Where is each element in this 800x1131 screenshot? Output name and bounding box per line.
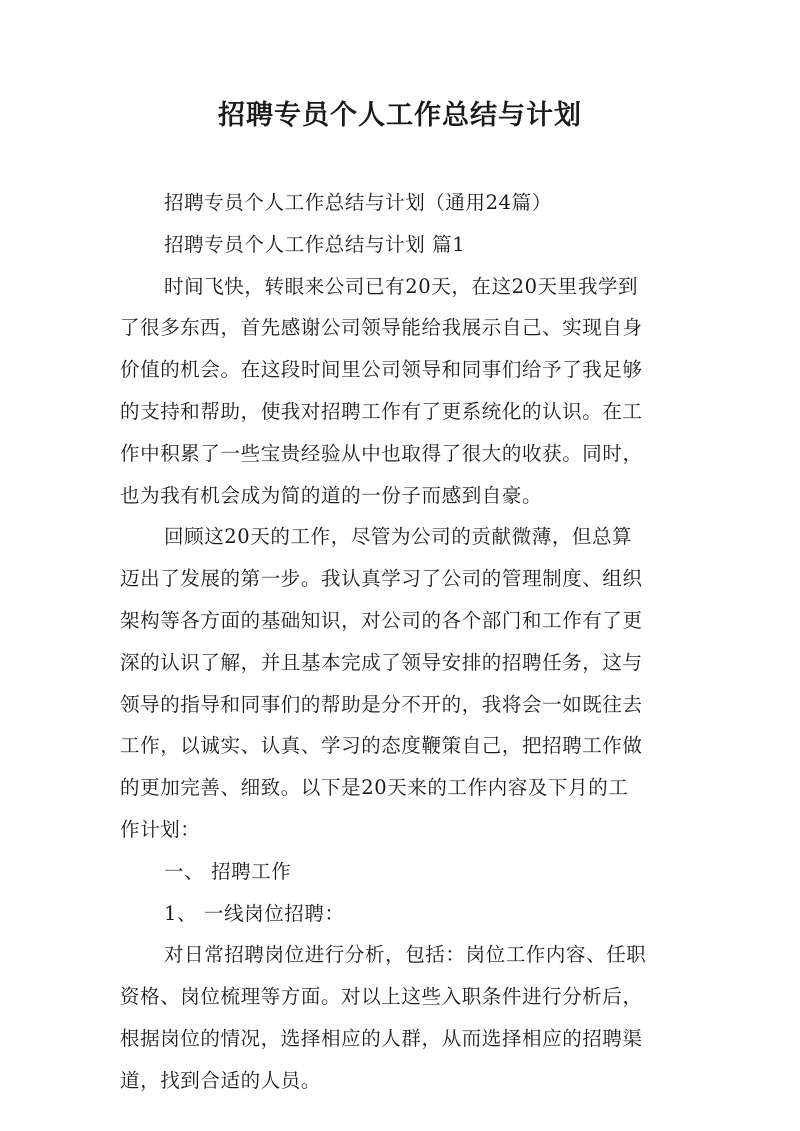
text-line: 工作，以诚实、认真、学习的态度鞭策自己，把招聘工作做 <box>120 734 643 758</box>
document-title: 招聘专员个人工作总结与计划 <box>218 100 582 131</box>
text-line: 价值的机会。在这段时间里公司领导和同事们给予了我足够 <box>120 358 643 382</box>
text-line: 迈出了发展的第一步。我认真学习了公司的管理制度、组织 <box>120 567 643 591</box>
text-line: 领导的指导和同事们的帮助是分不开的，我将会一如既往去 <box>120 692 643 716</box>
text-line: 的支持和帮助，使我对招聘工作有了更系统化的认识。在工 <box>120 399 643 423</box>
text-line: 的更加完善、细致。以下是20天来的工作内容及下月的工 <box>120 776 629 800</box>
text-line: 作中积累了一些宝贵经验从中也取得了很大的收获。同时， <box>120 441 643 465</box>
text-line: 根据岗位的情况，选择相应的人群，从而选择相应的招聘渠 <box>120 1026 643 1050</box>
text-line: 招聘专员个人工作总结与计划 篇1 <box>164 232 466 256</box>
text-line: 深的认识了解，并且基本完成了领导安排的招聘任务，这与 <box>120 650 643 674</box>
text-line: 时间飞快，转眼来公司已有20天，在这20天里我学到 <box>164 274 639 298</box>
text-line: 作计划： <box>120 817 201 841</box>
text-line: 招聘专员个人工作总结与计划（通用24篇） <box>164 191 552 214</box>
section-heading: 一、 招聘工作 <box>164 859 292 883</box>
text-line: 回顾这20天的工作，尽管为公司的贡献微薄，但总算 <box>164 525 633 549</box>
document-body <box>120 182 692 1102</box>
text-line: 也为我有机会成为简的道的一份子而感到自豪。 <box>120 483 543 507</box>
text-line: 架构等各方面的基础知识，对公司的各个部门和工作有了更 <box>120 608 643 632</box>
text-line: 资格、岗位梳理等方面。对以上这些入职条件进行分析后， <box>120 985 643 1009</box>
text-line: 对日常招聘岗位进行分析，包括：岗位工作内容、任职 <box>164 943 647 967</box>
text-line: 道，找到合适的人员。 <box>120 1068 322 1092</box>
text-line: 了很多东西，首先感谢公司领导能给我展示自己、实现自身 <box>120 316 643 340</box>
subsection-heading: 1、 一线岗位招聘： <box>164 901 345 925</box>
